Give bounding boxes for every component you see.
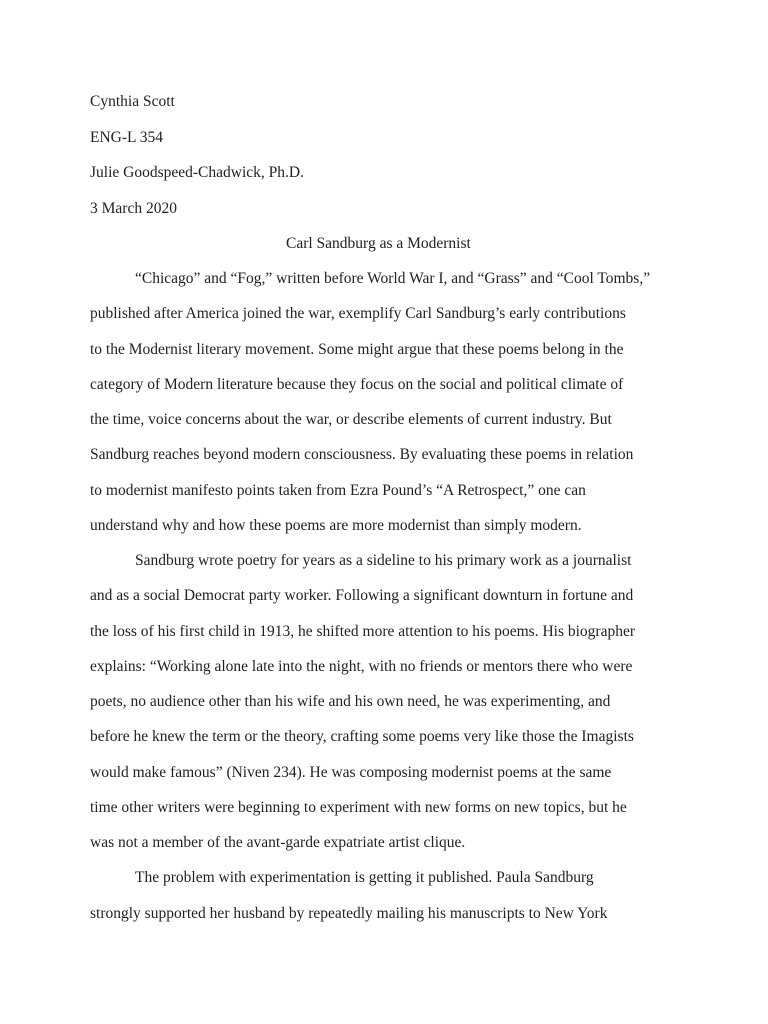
paragraph-line: published after America joined the war, exemplify Carl Sandburg’s early contributions (90, 305, 626, 322)
paragraph-line: Sandburg wrote poetry for years as a sideline to his primary work as a journalist (135, 552, 632, 569)
paragraph-line: and as a social Democrat party worker. Following a significant downturn in fortune and (90, 587, 634, 604)
paragraph-line: strongly supported her husband by repeatedly mailing his manuscripts to New York (90, 905, 608, 922)
paragraph-line: the loss of his first child in 1913, he shifted more attention to his poems. His biographer (90, 623, 636, 640)
paragraph-line: would make famous” (Niven 234). He was composing modernist poems at the same (90, 764, 612, 781)
paragraph-line: to the Modernist literary movement. Some might argue that these poems belong in the (90, 341, 624, 358)
paragraph-line: the time, voice concerns about the war, or describe elements of current industry. But (90, 411, 612, 428)
paragraph-line: Sandburg reaches beyond modern consciousness. By evaluating these poems in relation (90, 446, 634, 463)
paragraph-line: time other writers were beginning to experiment with new forms on new topics, but he (90, 799, 627, 816)
instructor-name: Julie Goodspeed-Chadwick, Ph.D. (90, 164, 304, 181)
paragraph-line: The problem with experimentation is getting it published. Paula Sandburg (135, 869, 594, 886)
paragraph-line: category of Modern literature because they focus on the social and political climate of (90, 376, 624, 393)
paragraph-line: explains: “Working alone late into the night, with no friends or mentors there who were (90, 658, 633, 675)
course-code: ENG-L 354 (90, 129, 164, 146)
paragraph-line: was not a member of the avant-garde expatriate artist clique. (90, 834, 466, 851)
paragraph-line: before he knew the term or the theory, crafting some poems very like those the Imagists (90, 728, 634, 745)
paragraph-line: “Chicago” and “Fog,” written before World War I, and “Grass” and “Cool Tombs,” (135, 270, 651, 287)
paragraph-line: understand why and how these poems are more modernist than simply modern. (90, 517, 582, 534)
paragraph-line: to modernist manifesto points taken from Ezra Pound’s “A Retrospect,” one can (90, 482, 586, 499)
paper-date: 3 March 2020 (90, 200, 177, 217)
paragraph-line: poets, no audience other than his wife and his own need, he was experimenting, and (90, 693, 611, 710)
author-name: Cynthia Scott (90, 93, 175, 110)
paper-title: Carl Sandburg as a Modernist (286, 235, 471, 252)
